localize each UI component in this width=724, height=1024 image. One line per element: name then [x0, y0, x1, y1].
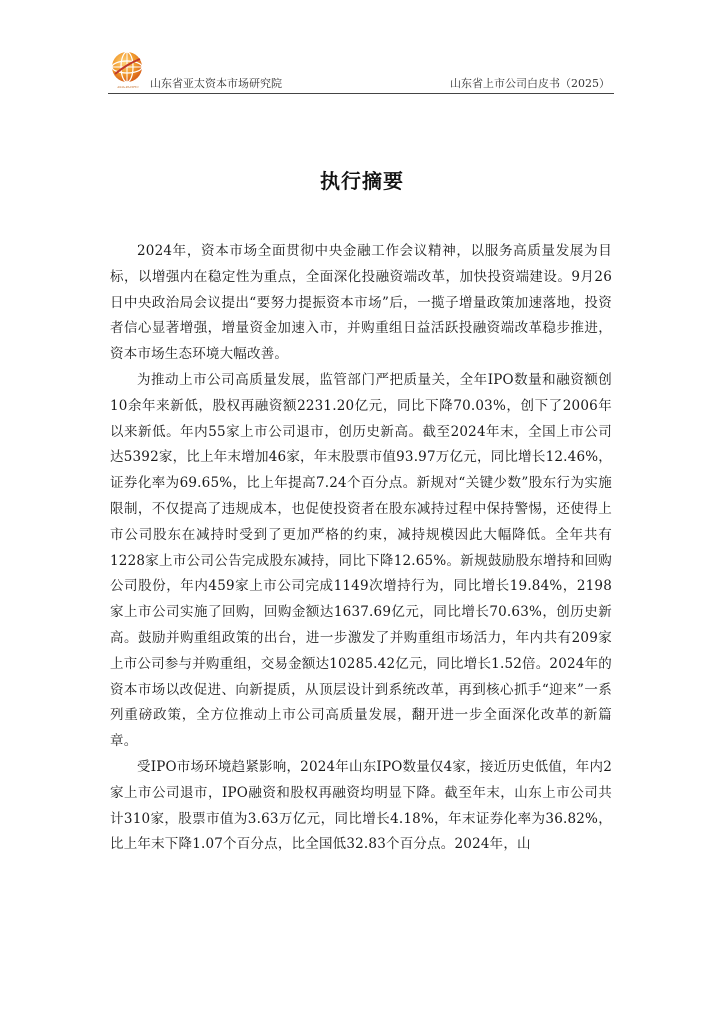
report-title: 山东省上市公司白皮书（2025）: [450, 77, 610, 90]
header-divider: [108, 93, 614, 94]
paragraph-2: 为推动上市公司高质量发展，监管部门严把质量关，全年IPO数量和融资额创10余年来新低，股权再融资额2231.20亿元，同比下降70.03%，创下了2006年以来新低。年内55家上市公司退市，创历史新高。截至2024年末，全国上市公司达5392家，比上年末增加46家，年末股票市值93.97万亿元，同比增长12.46%，证券化率为69.65%，比上年提高7.24个百分点。新规对“关键少数”股东行为实施限制，不仅提高了违规成本，也促使投资者在股东减持过程中保持警惕，还使得上市公司股东在减持时受到了更加严格的约束，减持规模因此大幅降低。全年共有1228家上市公司公告完成股东减持，同比下降12.65%。新规鼓励股东增持和回购公司股份，年内459家上市公司完成1149次增持行为，同比增长19.84%，2198家上市公司实施了回购，回购金额达1637.69亿元，同比增长70.63%，创历史新高。鼓励并购重组政策的出台，进一步激发了并购重组市场活力，年内共有209家上市公司参与并购重组，交易金额达10285.42亿元，同比增长1.52倍。2024年的资本市场以改促进、向新提质，从顶层设计到系统改革，再到核心抓手“迎来”一系列重磅政策，全方位推动上市公司高质量发展，翻开进一步全面深化改革的新篇章。: [110, 371, 612, 750]
paragraph-1: 2024年，资本市场全面贯彻中央金融工作会议精神，以服务高质量发展为目标，以增强内在稳定性为重点，全面深化投融资端改革，加快投资端建设。9月26日中央政治局会议提出“要努力提振资本市场”后，一揽子增量政策加速落地，投资者信心显著增强，增量资金加速入市，并购重组日益活跃投融资端改革稳步推进，资本市场生态环境大幅改善。: [110, 243, 612, 363]
logo-caption: ASIA-PACIFIC: [117, 85, 139, 89]
paragraph-3: 受IPO市场环境趋紧影响，2024年山东IPO数量仅4家，接近历史低值，年内2家上市公司退市，IPO融资和股权再融资均明显下降。截至年末，山东上市公司共计310家，股票市值为3.63万亿元，同比增长4.18%，年末证券化率为36.82%，比上年末下降1.07个百分点，比全国低32.83个百分点。2024年，山: [110, 758, 612, 853]
page-title: 执行摘要: [320, 169, 404, 193]
globe-logo-icon: [110, 50, 144, 84]
page-header: [108, 50, 614, 94]
document-body: [110, 239, 612, 858]
organization-name: 山东省亚太资本市场研究院: [150, 77, 282, 90]
